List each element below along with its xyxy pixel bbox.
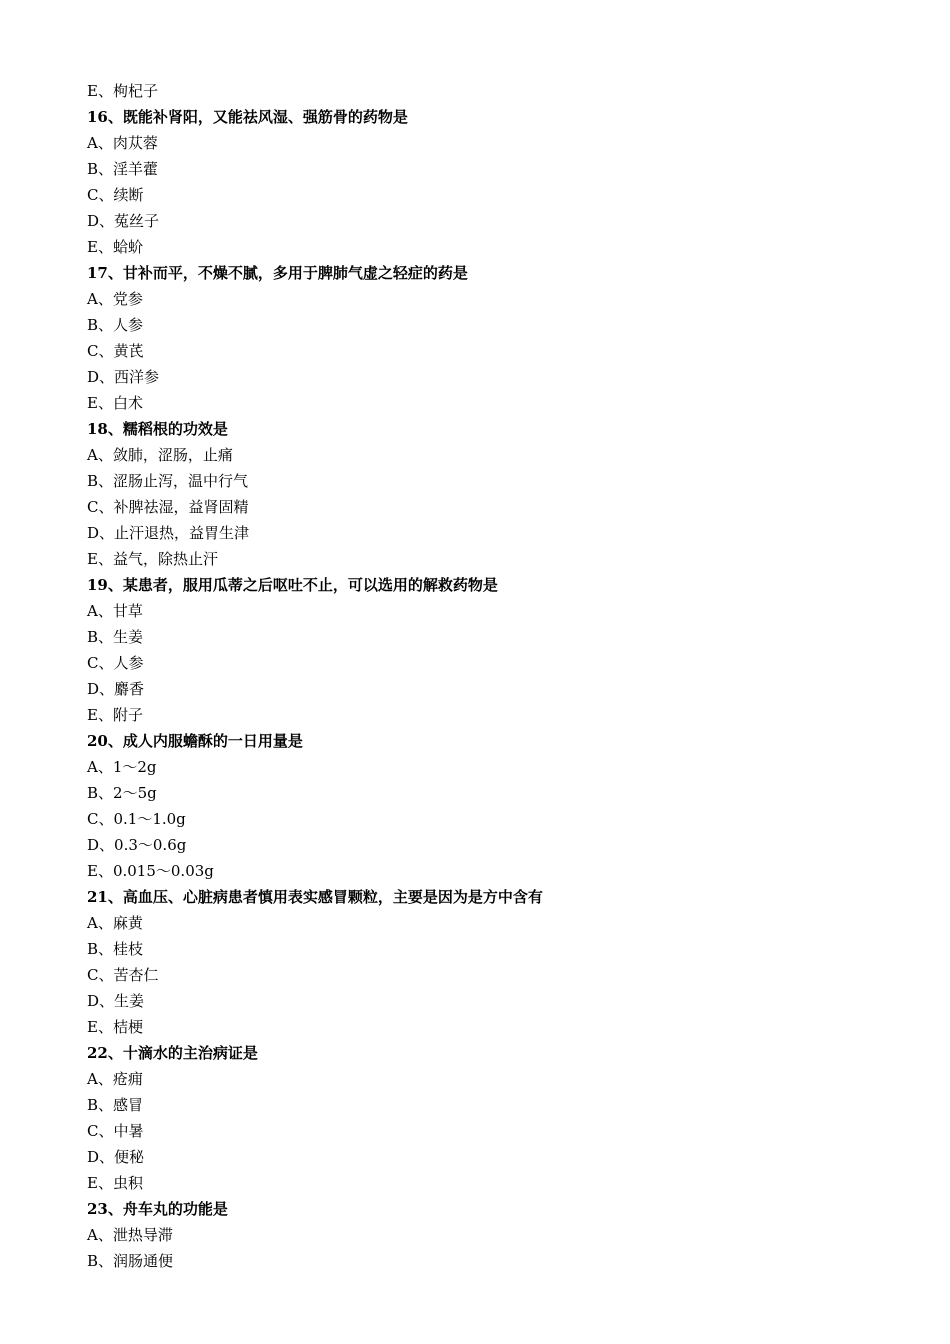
option-d-q22: D、便秘 <box>87 1148 145 1166</box>
option-e-q22: E、虫积 <box>87 1174 143 1192</box>
option-e-q19: E、附子 <box>87 706 143 724</box>
option-a-q20: A、1～2g <box>87 758 157 776</box>
option-d-q18: D、止汗退热，益胃生津 <box>87 524 250 542</box>
option-d-q16: D、菟丝子 <box>87 212 160 230</box>
option-c-q17: C、黄芪 <box>87 342 144 360</box>
option-b-q19: B、生姜 <box>87 628 144 646</box>
question-23: 23、舟车丸的功能是 <box>87 1200 228 1218</box>
option-d-q20: D、0.3～0.6g <box>87 836 187 854</box>
option-b-q16: B、淫羊藿 <box>87 160 159 178</box>
question-19: 19、某患者，服用瓜蒂之后呕吐不止，可以选用的解救药物是 <box>87 576 498 594</box>
option-b-q21: B、桂枝 <box>87 940 144 958</box>
option-a-q23: A、泄热导滞 <box>87 1226 173 1244</box>
option-e-q17: E、白术 <box>87 394 143 412</box>
option-c-q22: C、中暑 <box>87 1122 144 1140</box>
question-17: 17、甘补而平，不燥不腻，多用于脾肺气虚之轻症的药是 <box>87 264 468 282</box>
option-a-q18: A、敛肺，涩肠，止痛 <box>87 446 233 464</box>
option-b-q22: B、感冒 <box>87 1096 144 1114</box>
question-20: 20、成人内服蟾酥的一日用量是 <box>87 732 303 750</box>
option-e-q18: E、益气，除热止汗 <box>87 550 218 568</box>
option-e-q21: E、桔梗 <box>87 1018 143 1036</box>
option-a-q22: A、疮痈 <box>87 1070 143 1088</box>
option-e-q16: E、蛤蚧 <box>87 238 143 256</box>
question-21: 21、高血压、心脏病患者慎用表实感冒颗粒，主要是因为是方中含有 <box>87 888 543 906</box>
document-page <box>87 78 907 1274</box>
option-a-q16: A、肉苁蓉 <box>87 134 158 152</box>
option-b-q17: B、人参 <box>87 316 144 334</box>
option-c-q18: C、补脾祛湿，益肾固精 <box>87 498 249 516</box>
option-a-q21: A、麻黄 <box>87 914 143 932</box>
option-a-q17: A、党参 <box>87 290 143 308</box>
option-c-q16: C、续断 <box>87 186 144 204</box>
option-a-q19: A、甘草 <box>87 602 143 620</box>
option-e-q20: E、0.015～0.03g <box>87 862 214 880</box>
option-d-q19: D、麝香 <box>87 680 145 698</box>
option-b-q20: B、2～5g <box>87 784 157 802</box>
question-16: 16、既能补肾阳，又能祛风湿、强筋骨的药物是 <box>87 108 408 126</box>
option-c-q20: C、0.1～1.0g <box>87 810 186 828</box>
option-e-q15: E、枸杞子 <box>87 82 158 100</box>
question-22: 22、十滴水的主治病证是 <box>87 1044 258 1062</box>
option-d-q17: D、西洋参 <box>87 368 160 386</box>
option-c-q19: C、人参 <box>87 654 144 672</box>
option-d-q21: D、生姜 <box>87 992 145 1010</box>
option-c-q21: C、苦杏仁 <box>87 966 159 984</box>
option-b-q23: B、润肠通便 <box>87 1252 174 1270</box>
option-b-q18: B、涩肠止泻，温中行气 <box>87 472 249 490</box>
question-18: 18、糯稻根的功效是 <box>87 420 228 438</box>
